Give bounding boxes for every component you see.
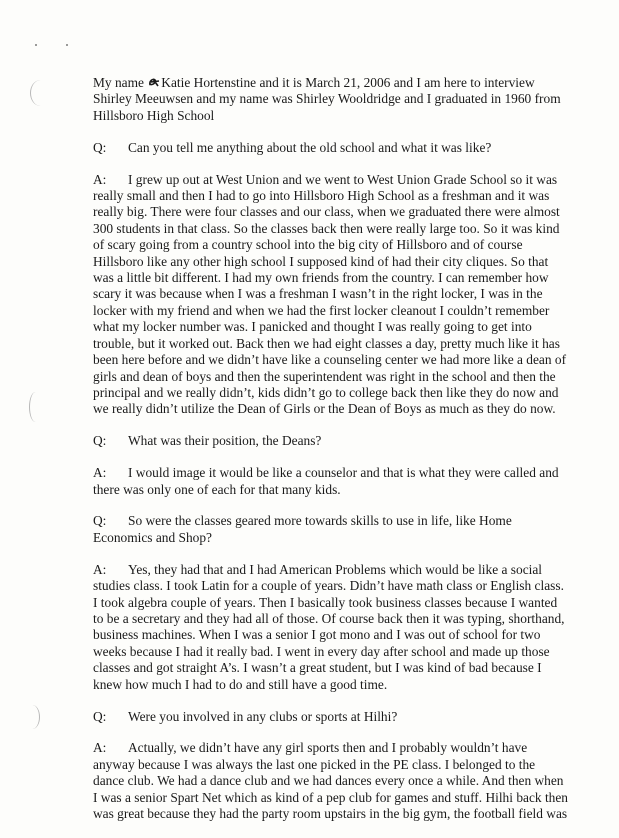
speaker-label: Q: bbox=[93, 708, 107, 724]
scan-speck bbox=[35, 44, 37, 46]
binder-hole-mark bbox=[25, 705, 40, 729]
intro-text-rest: Katie Hortenstine and it is March 21, 2006 and I am here to interview Shirley Meeuwsen and my name was Shirley Wooldridge and I graduated in 1960 from Hillsboro High School bbox=[93, 75, 561, 123]
speaker-label: A: bbox=[93, 740, 107, 756]
handwritten-correction-mark bbox=[148, 76, 160, 87]
speaker-label: A: bbox=[93, 465, 107, 481]
binder-hole-mark bbox=[29, 392, 42, 422]
speaker-label: A: bbox=[93, 171, 107, 187]
qa-answer bbox=[93, 562, 568, 693]
qa-question bbox=[93, 433, 568, 449]
speaker-label: A: bbox=[93, 561, 107, 577]
scan-speck bbox=[66, 44, 68, 46]
qa-question bbox=[93, 709, 568, 725]
speaker-label: Q: bbox=[93, 513, 107, 529]
speaker-label: Q: bbox=[93, 139, 107, 155]
intro-text-start: My name bbox=[93, 75, 148, 90]
qa-text: I would image it would be like a counselor and that is what they were called and there was only one of each for that many kids. bbox=[93, 465, 559, 497]
qa-text: What was their position, the Deans? bbox=[128, 433, 322, 449]
binder-hole-mark bbox=[30, 80, 51, 106]
qa-text: Were you involved in any clubs or sports at Hilhi? bbox=[128, 708, 398, 724]
qa-text: Yes, they had that and I had American Problems which would be like a social studies class. I took Latin for a couple of years. Didn’t have math class or English class. I took algebra couple of years. Then I basically took business classes because I wanted to be a secretary and they had all of those. Of course back then it was typing, shorthand, business machines. When I was a senior I got mono and I was out of school for two weeks because I had it really bad. I went in every day after school and made up those classes and got straight A’s. I wasn’t a great student, but I was kind of bad because I knew how much I had to do and still have a good time. bbox=[93, 561, 565, 692]
qa-text: So were the classes geared more towards skills to use in life, like Home Economics and Shop? bbox=[93, 513, 512, 545]
qa-text: Actually, we didn’t have any girl sports then and I probably wouldn’t have anyway because I was always the last one picked in the PE class. I belonged to the dance club. We had a dance club and we had dances every once a while. And then when I was a senior Spart Net which as kind of a pep club for games and stuff. Hilhi back then was great because they had the party room upstairs in the big gym, the football field was bbox=[93, 740, 568, 822]
intro-paragraph bbox=[93, 75, 568, 124]
qa-answer bbox=[93, 172, 568, 418]
transcript-body bbox=[93, 75, 568, 838]
qa-answer bbox=[93, 740, 568, 822]
qa-text: Can you tell me anything about the old school and what it was like? bbox=[128, 139, 492, 155]
speaker-label: Q: bbox=[93, 433, 107, 449]
qa-question bbox=[93, 140, 568, 156]
qa-text: I grew up out at West Union and we went to West Union Grade School so it was really small and then I had to go into Hillsboro High School as a freshman and it was really big. There were four classes and our class, when we graduated there were almost 300 students in that class. So the classes back then were really large too. So it was kind of scary going from a country school into the big city of Hillsboro and of course Hillsboro like any other high school I supposed kind of had their city cliques. So that was a little bit different. I had my own friends from the country. I can remember how scary it was because when I was a freshman I wasn’t in the right locker, I was in the locker with my friend and when we had the first locker cleanout I couldn’t remember what my locker number was. I panicked and thought I was really going to get into trouble, but it worked out. Back then we had eight classes a day, pretty much like it has been here before and we didn’t have like a counseling center we had more like a dean of girls and dean of boys and then the superintendent was right in the school and then the principal and we really didn’t, kids didn’t go to college back then like they do now and we really didn’t utilize the Dean of Girls or the Dean of Boys as much as they do now. bbox=[93, 171, 567, 417]
qa-question bbox=[93, 513, 568, 546]
qa-answer bbox=[93, 465, 568, 498]
